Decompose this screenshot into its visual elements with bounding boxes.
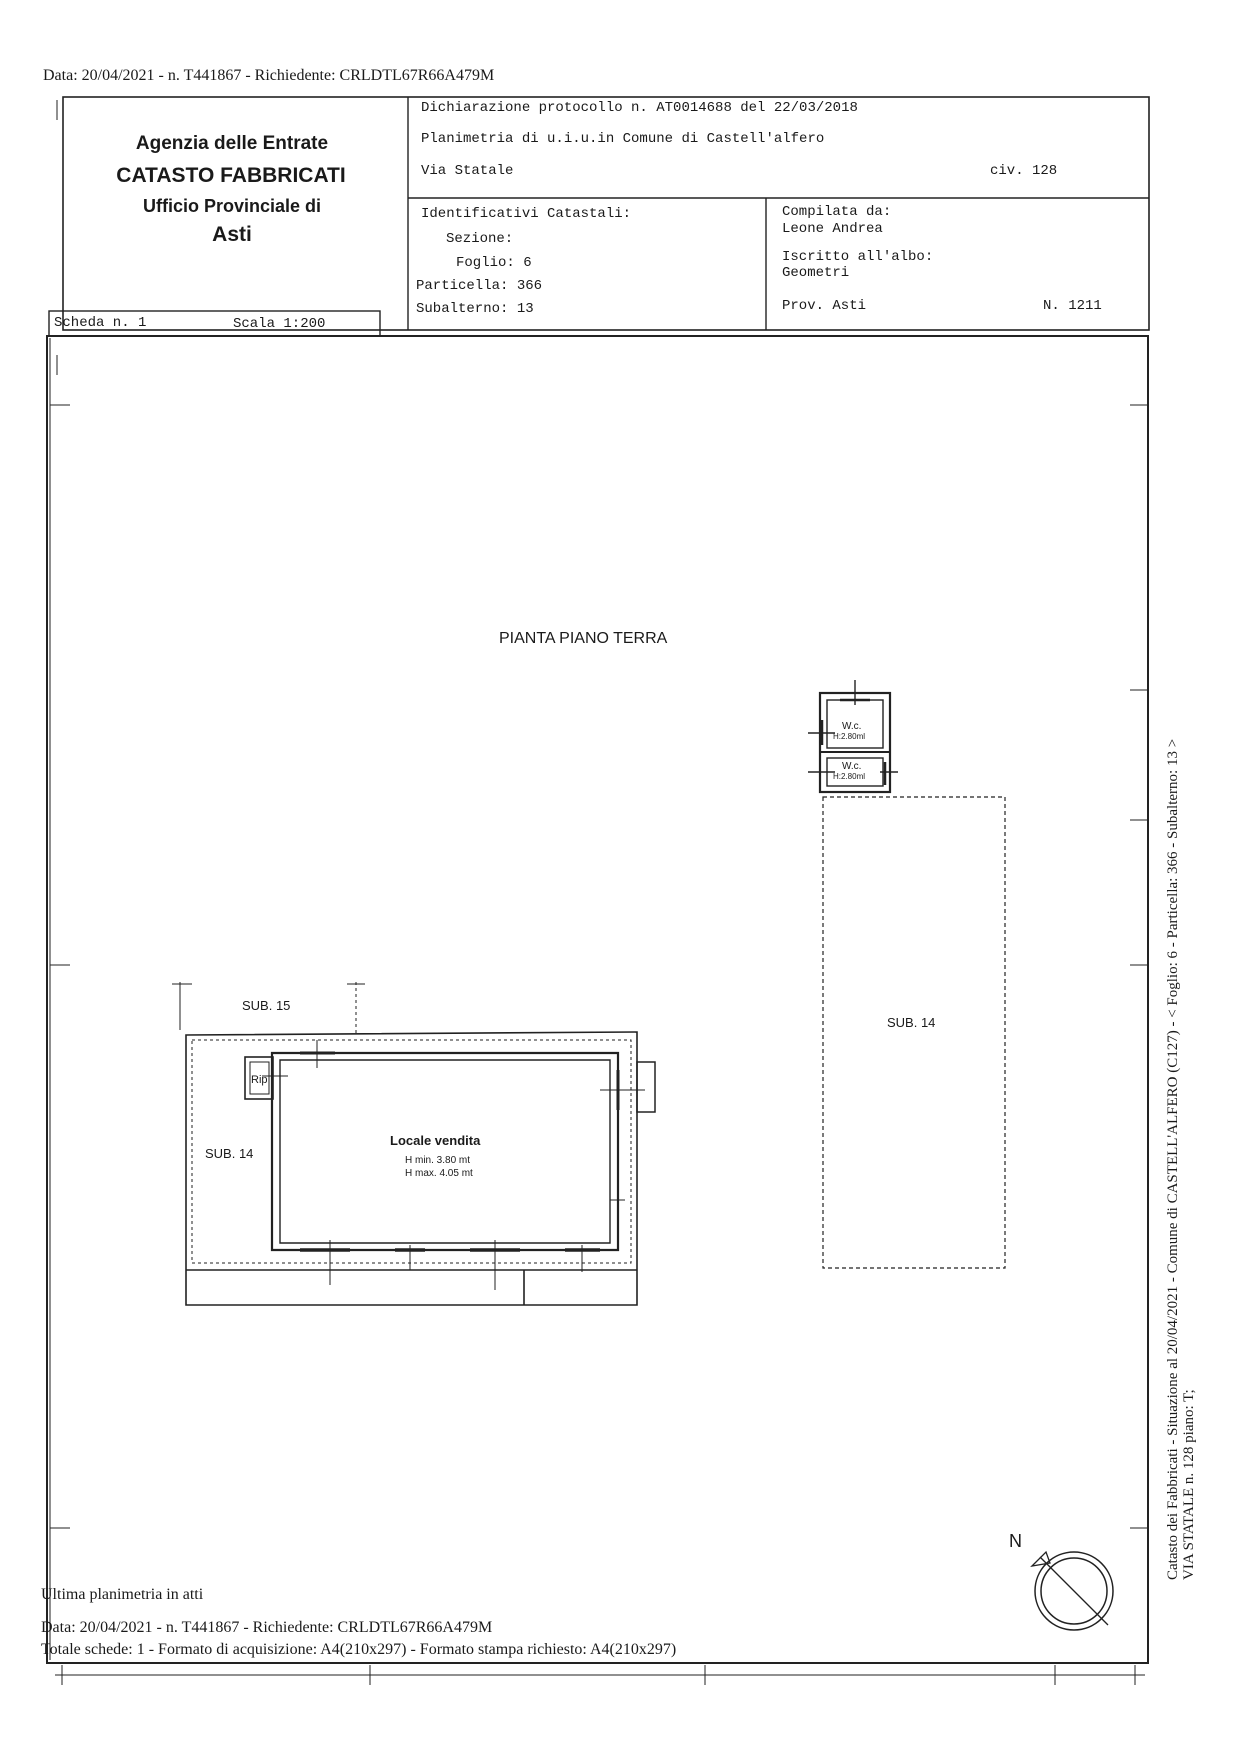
wc2-label: W.c. — [842, 761, 862, 772]
agency-city: Asti — [212, 223, 252, 246]
footer-request-line: Data: 20/04/2021 - n. T441867 - Richiedente: CRLDTL67R66A479M — [41, 1619, 493, 1636]
compiler-albo-label: Iscritto all'albo: — [782, 249, 934, 265]
room-height-min: H min. 3.80 mt — [405, 1155, 471, 1166]
side-cadastral-info: Catasto dei Fabbricati - Situazione al 20/04/2021 - Comune di CASTELL'ALFERO (C127) - < Foglio: 6 - Particella: 366 - Subalterno: 13 > — [1165, 738, 1181, 1580]
declaration-address: Via Statale — [421, 163, 514, 179]
compiler-name: Leone Andrea — [782, 221, 883, 237]
agency-office: Ufficio Provinciale di — [142, 196, 322, 216]
identifiers-particella: Particella: 366 — [416, 278, 543, 294]
side-address-info: VIA STATALE n. 128 piano: T; — [1181, 1389, 1197, 1580]
wc2-height: H:2.80ml — [833, 772, 866, 781]
identifiers-foglio: Foglio: 6 — [456, 255, 532, 271]
declaration-planimetry: Planimetria di u.i.u.in Comune di Castell'alfero — [421, 131, 825, 147]
sheet-scale: Scala 1:200 — [233, 316, 326, 332]
declaration-civic: civ. 128 — [990, 163, 1058, 179]
compiler-label: Compilata da: — [782, 204, 892, 220]
identifiers-title: Identificativi Catastali: — [421, 206, 632, 222]
footer-last-planimetry: Ultima planimetria in atti — [41, 1586, 204, 1603]
compiler-number: N. 1211 — [1043, 298, 1102, 314]
north-arrow — [1032, 1552, 1113, 1630]
agency-name: Agenzia delle Entrate — [135, 133, 329, 154]
sub14-right-area — [823, 797, 1005, 1268]
agency-department: CATASTO FABBRICATI — [116, 164, 346, 187]
identifiers-sezione: Sezione: — [446, 231, 514, 247]
sub15-label: SUB. 15 — [242, 998, 291, 1013]
rip-label: Rip — [251, 1074, 268, 1086]
room-height-max: H max. 4.05 mt — [405, 1168, 473, 1179]
wc1-height: H:2.80ml — [833, 732, 866, 741]
sub14-right-label: SUB. 14 — [887, 1015, 936, 1030]
compiler-albo: Geometri — [782, 265, 850, 281]
room-name: Locale vendita — [390, 1133, 481, 1148]
plan-title: PIANTA PIANO TERRA — [499, 630, 668, 647]
declaration-protocol: Dichiarazione protocollo n. AT0014688 del 22/03/2018 — [421, 100, 858, 116]
sub14-left-label: SUB. 14 — [205, 1146, 254, 1161]
north-label: N — [1009, 1531, 1022, 1551]
footer-totals: Totale schede: 1 - Formato di acquisizione: A4(210x297) - Formato stampa richiesto: A4(210x297) — [41, 1641, 677, 1658]
header-request-line: Data: 20/04/2021 - n. T441867 - Richiedente: CRLDTL67R66A479M — [43, 67, 495, 84]
compiler-province: Prov. Asti — [782, 298, 867, 314]
identifiers-subalterno: Subalterno: 13 — [416, 301, 534, 317]
main-frame — [47, 336, 1148, 1663]
wc1-label: W.c. — [842, 721, 862, 732]
sheet-number: Scheda n. 1 — [54, 315, 147, 331]
